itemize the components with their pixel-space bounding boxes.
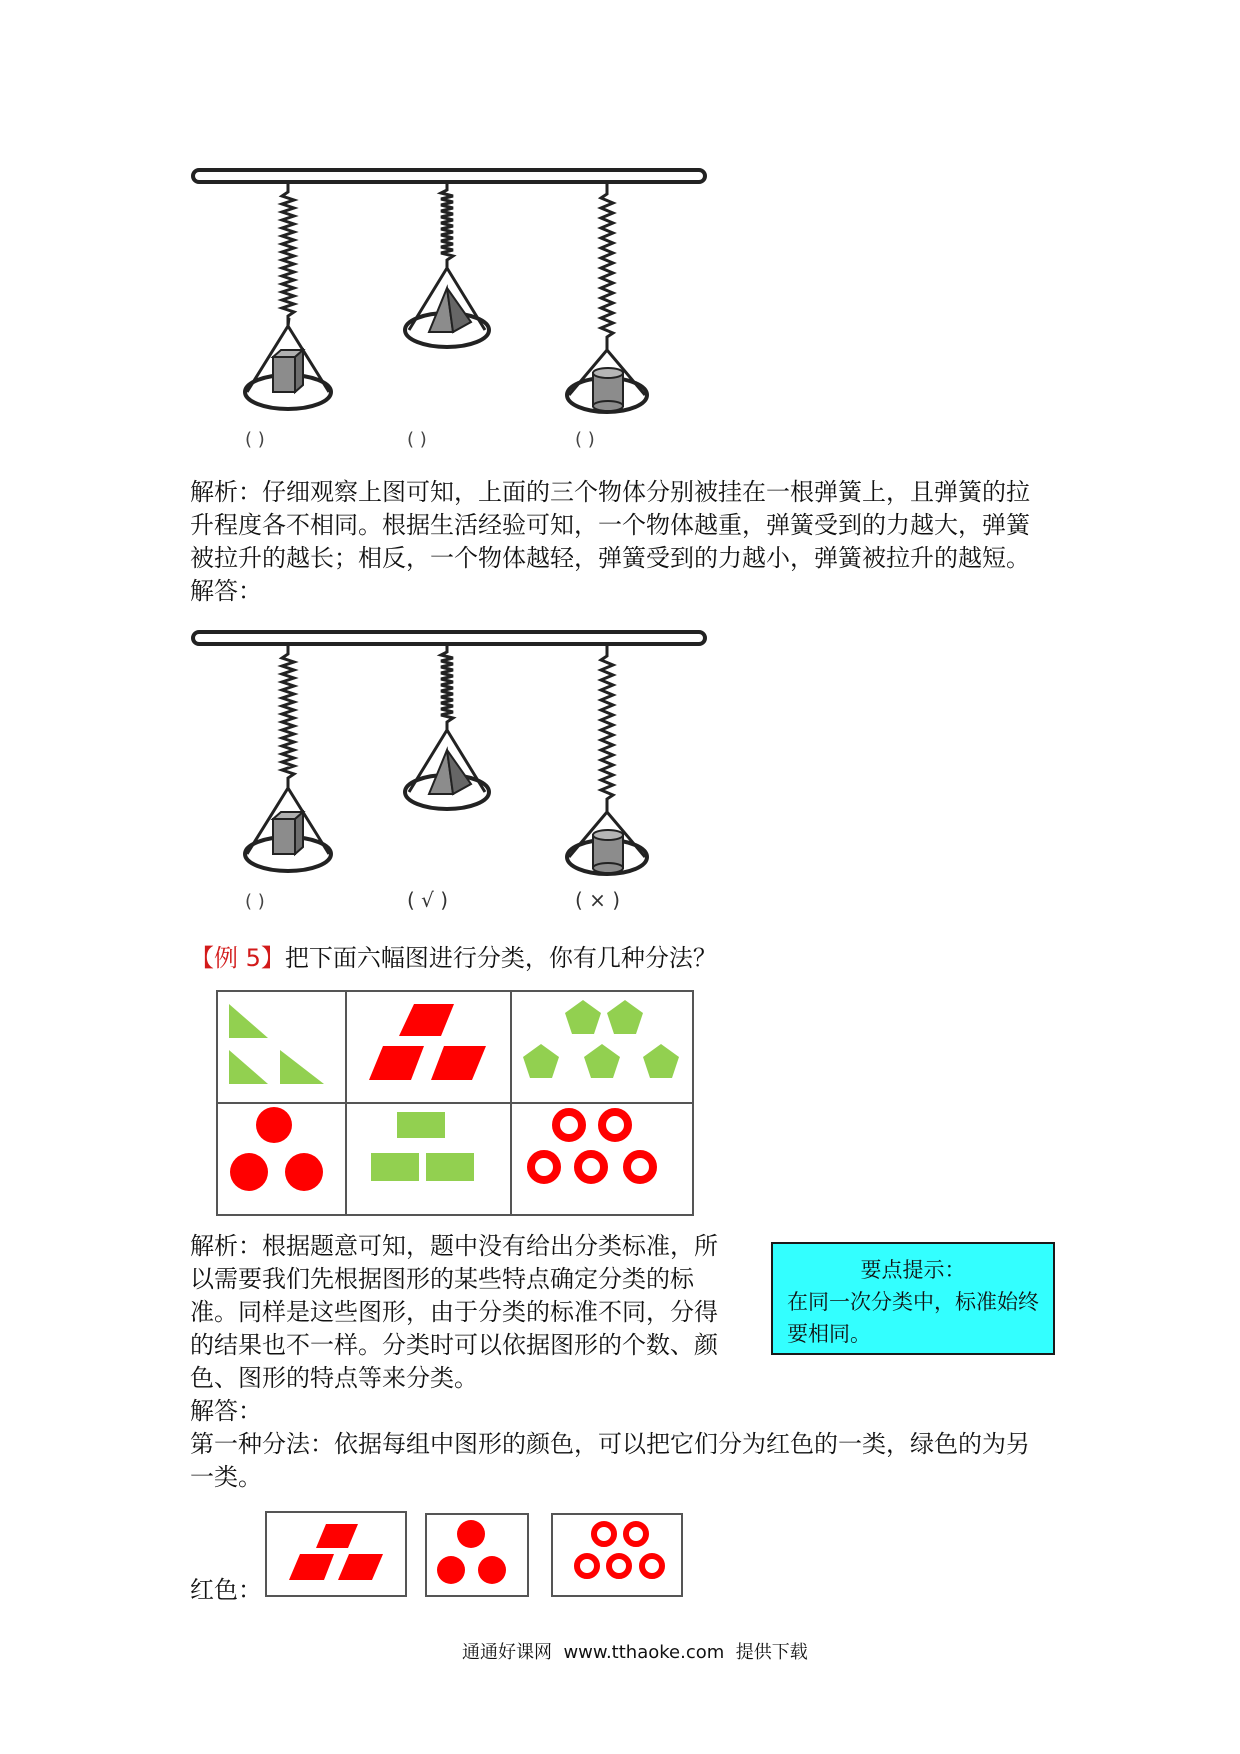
bracket-label-2: ( ) xyxy=(407,429,427,450)
springs-answer-diagram xyxy=(185,622,725,922)
spring-2 xyxy=(441,644,453,730)
red-circles-box xyxy=(426,1514,528,1596)
bracket-label-1: ( ) xyxy=(245,429,265,450)
spring-3 xyxy=(601,644,613,812)
text-line: 第一种分法：依据每组中图形的颜色，可以把它们分为红色的一类，绿色的为另 xyxy=(190,1430,1030,1458)
example-5-heading xyxy=(190,938,717,973)
spring-3 xyxy=(601,182,613,350)
red-group-boxes xyxy=(262,1510,692,1608)
shapes-grid xyxy=(216,990,694,1216)
red-parallelograms-box xyxy=(266,1512,406,1596)
spring-2 xyxy=(441,182,453,268)
basket-cube xyxy=(245,788,331,871)
basket-pyramid xyxy=(405,268,489,347)
key-point-tip-box xyxy=(771,1242,1055,1355)
red-group-label: 红色： xyxy=(190,1576,262,1604)
text-line: 解答： xyxy=(190,1397,262,1425)
cylinder-icon xyxy=(593,368,623,411)
text-line: 升程度各不相同。根据生活经验可知，一个物体越重，弹簧受到的力越大，弹簧 xyxy=(190,511,1030,539)
tip-body: 在同一次分类中，标准始终要相同。 xyxy=(787,1290,1039,1346)
hanging-bar xyxy=(193,632,705,644)
spring-1 xyxy=(282,182,294,326)
page-footer: 通通好课网 www.tthaoke.com 提供下载 xyxy=(462,1642,808,1663)
text-line: 被拉升的越长；相反，一个物体越轻，弹簧受到的力越小，弹簧被拉升的越短。 xyxy=(190,544,1030,572)
example-tag: 【例 5】 xyxy=(190,944,285,972)
analysis-paragraph-1 xyxy=(190,476,1070,608)
bracket-label-2-check: ( √ ) xyxy=(407,888,449,912)
cube-icon xyxy=(273,350,303,392)
red-group-diagram xyxy=(262,1510,692,1604)
example-question: 把下面六幅图进行分类，你有几种分法？ xyxy=(284,944,717,972)
bracket-label-3: ( ) xyxy=(575,429,595,450)
basket-pyramid xyxy=(405,730,489,809)
basket-cube xyxy=(245,318,331,409)
text-line: 的结果也不一样。分类时可以依据图形的个数、颜 xyxy=(190,1331,718,1359)
hanging-bar xyxy=(193,170,705,182)
text-line: 色、图形的特点等来分类。 xyxy=(190,1364,478,1392)
cylinder-icon xyxy=(593,830,623,873)
text-line: 准。同样是这些图形，由于分类的标准不同，分得 xyxy=(190,1298,718,1326)
text-line: 以需要我们先根据图形的某些特点确定分类的标 xyxy=(190,1265,694,1293)
text-line: 解析：仔细观察上图可知，上面的三个物体分别被挂在一根弹簧上，且弹簧的拉 xyxy=(190,478,1030,506)
spring-1 xyxy=(282,644,294,788)
text-line: 一类。 xyxy=(190,1463,262,1491)
bracket-label-3-cross: ( × ) xyxy=(575,888,621,912)
six-picture-grid xyxy=(216,990,694,1220)
text-line: 解析：根据题意可知，题中没有给出分类标准，所 xyxy=(190,1232,718,1260)
springs-diagram xyxy=(185,160,725,460)
cube-icon xyxy=(273,812,303,854)
tip-title: 要点提示： xyxy=(860,1258,966,1282)
basket-cylinder xyxy=(567,812,647,874)
springs-figure-2 xyxy=(185,622,725,922)
text-line: 解答： xyxy=(190,577,262,605)
basket-cylinder xyxy=(567,350,647,412)
red-rings-box xyxy=(552,1514,682,1596)
bracket-label-1: ( ) xyxy=(245,891,265,912)
springs-figure-1 xyxy=(185,160,725,460)
